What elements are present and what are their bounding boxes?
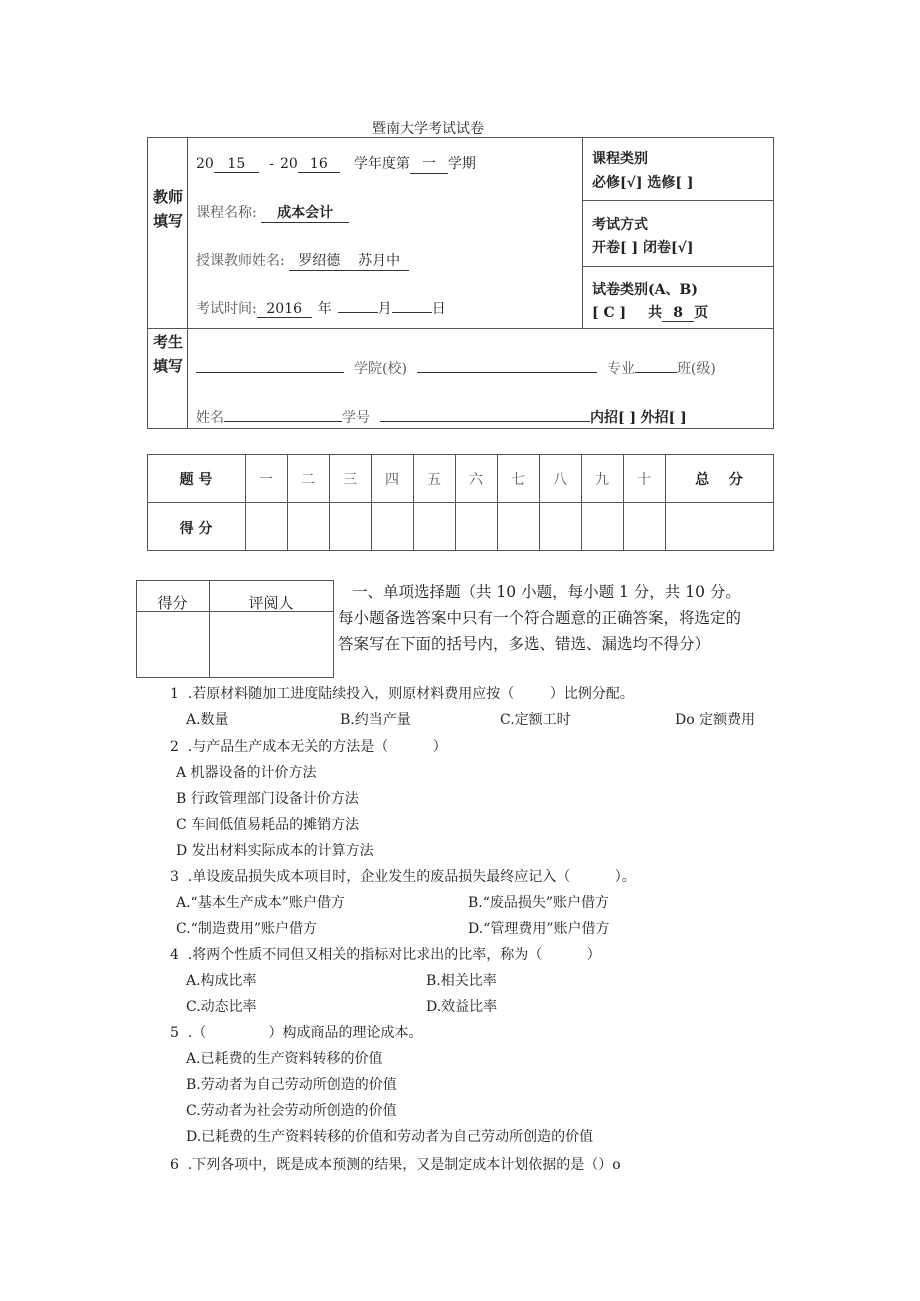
academic-year: 20 15 - 20 16 学年度第 一 学期 bbox=[196, 153, 476, 174]
answer-option: C.定额工时 bbox=[500, 712, 571, 728]
question-stem: 4 .将两个性质不同但又相关的指标对比求出的比率，称为（ ） bbox=[170, 947, 601, 963]
grader-score-label: 得分 bbox=[157, 594, 188, 612]
question-stem: 2 .与产品生产成本无关的方法是（ ） bbox=[170, 739, 447, 755]
exam-date-row: 考试时间: 2016 年 月 日 bbox=[196, 301, 446, 317]
answer-option: C.动态比率 bbox=[186, 999, 257, 1015]
answer-option: Do 定额费用 bbox=[675, 712, 756, 728]
name-id-row: 姓名 学号 内招[ ] 外招[ ] bbox=[196, 410, 687, 426]
teacher-section-label: 教师填写 bbox=[152, 188, 183, 230]
answer-option: C.“制造费用”账户借方 bbox=[176, 921, 317, 937]
question-stem: 6 .下列各项中，既是成本预测的结果，又是制定成本计划依据的是（）o bbox=[170, 1157, 621, 1173]
question-column-header: 六 bbox=[469, 472, 483, 488]
question-column-header: 八 bbox=[553, 472, 567, 488]
question-number-label: 题 号 bbox=[179, 472, 213, 488]
answer-option: B.劳动者为自己劳动所创造的价值 bbox=[186, 1077, 397, 1093]
teacher-name-row: 授课教师姓名: 罗绍德 苏月中 bbox=[196, 250, 409, 271]
answer-option: A.已耗费的生产资料转移的价值 bbox=[186, 1051, 383, 1067]
paper-type-row: [ C ] 共 8 页 bbox=[592, 305, 709, 321]
section-instructions: 答案写在下面的括号内，多选、错选、漏选均不得分） bbox=[338, 635, 711, 653]
grader-name-label: 评阅人 bbox=[248, 594, 294, 612]
paper-type-label: 试卷类别(A、B) bbox=[592, 282, 698, 298]
question-stem: 3 .单设废品损失成本项目时，企业发生的废品损失最终应记入（ ）。 bbox=[170, 869, 636, 885]
exam-mode-options: 开卷[ ] 闭卷[√] bbox=[592, 240, 694, 256]
question-column-header: 十 bbox=[637, 472, 651, 488]
answer-option: A.构成比率 bbox=[186, 973, 257, 989]
answer-option: A 机器设备的计价方法 bbox=[176, 765, 317, 781]
section-heading: 一、单项选择题（共 10 小题，每小题 1 分，共 10 分。 bbox=[352, 583, 741, 601]
question-column-header: 七 bbox=[511, 472, 525, 488]
student-section-label: 考生填写 bbox=[152, 333, 183, 375]
answer-option: B.“废品损失”账户借方 bbox=[468, 895, 610, 911]
question-stem: 5 .（ ）构成商品的理论成本。 bbox=[170, 1025, 423, 1041]
question-column-header: 四 bbox=[385, 472, 399, 488]
answer-option: D.“管理费用”账户借方 bbox=[468, 921, 610, 937]
question-column-header: 三 bbox=[343, 472, 357, 488]
answer-option: C 车间低值易耗品的摊销方法 bbox=[176, 817, 360, 833]
total-label: 总 分 bbox=[695, 472, 743, 488]
answer-option: D.效益比率 bbox=[426, 999, 498, 1015]
question-column-header: 二 bbox=[301, 472, 315, 488]
question-column-header: 一 bbox=[259, 472, 273, 488]
course-type-options: 必修[√] 选修[ ] bbox=[592, 175, 694, 191]
question-column-header: 五 bbox=[427, 472, 441, 488]
answer-option: B.相关比率 bbox=[426, 973, 497, 989]
answer-option: C.劳动者为社会劳动所创造的价值 bbox=[186, 1103, 397, 1119]
answer-option: B.约当产量 bbox=[340, 712, 411, 728]
exam-mode-label: 考试方式 bbox=[592, 217, 648, 233]
answer-option: D 发出材料实际成本的计算方法 bbox=[176, 843, 374, 859]
course-type-label: 课程类别 bbox=[592, 151, 648, 167]
college-major-row: 学院(校) 专业 班(级) bbox=[196, 358, 716, 378]
answer-option: B 行政管理部门设备计价方法 bbox=[176, 791, 359, 807]
answer-option: A.“基本生产成本”账户借方 bbox=[176, 895, 345, 911]
answer-option: A.数量 bbox=[186, 712, 229, 728]
question-column-header: 九 bbox=[595, 472, 609, 488]
question-stem: 1 .若原材料随加工进度陆续投入，则原材料费用应按（ ）比例分配。 bbox=[170, 686, 634, 702]
score-label: 得 分 bbox=[179, 521, 213, 537]
doc-title: 暨南大学考试试卷 bbox=[372, 121, 484, 137]
answer-option: D.已耗费的生产资料转移的价值和劳动者为自己劳动所创造的价值 bbox=[186, 1129, 594, 1145]
section-instructions: 每小题备选答案中只有一个符合题意的正确答案，将选定的 bbox=[338, 609, 742, 627]
course-name-row: 课程名称: 成本会计 bbox=[196, 202, 349, 223]
